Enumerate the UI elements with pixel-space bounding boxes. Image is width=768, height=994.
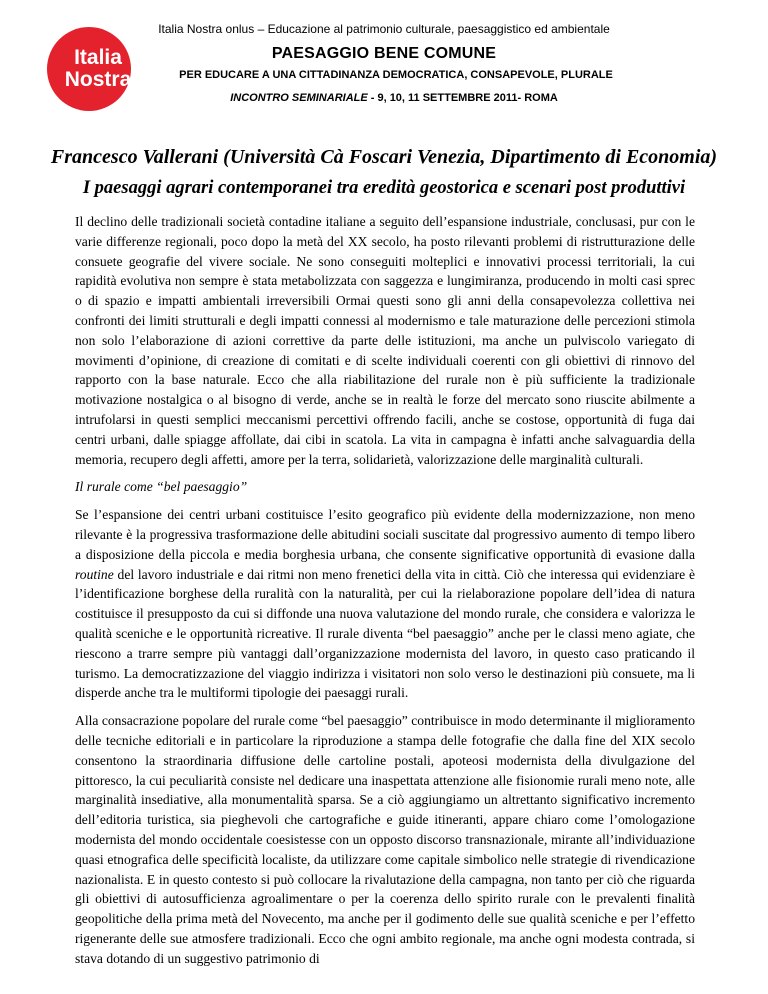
logo-line-2: Nostra: [64, 68, 132, 91]
header-title: PAESAGGIO BENE COMUNE: [271, 45, 497, 62]
meeting-label: INCONTRO SEMINARIALE: [230, 92, 368, 104]
article-author: Francesco Vallerani (Università Cà Foscari Venezia, Dipartimento di Economia): [50, 146, 718, 168]
header-subtitle: PER EDUCARE A UNA CITTADINANZA DEMOCRATICA, CONSAPEVOLE, PLURALE: [179, 69, 613, 81]
paragraph-2-part-a: Se l’espansione dei centri urbani costituisce l’esito geografico più evidente della modernizzazione, non meno rilevante è la progressiva trasformazione delle abitudini sociali suscitate dal progressivo aumento di tempo libero a disposizione della piccola e media borghesia urbana, che consente significative opportunità di evasione dalla: [75, 507, 695, 562]
header-meeting: [10, 92, 768, 104]
paragraph-3: Alla consacrazione popolare del rurale come “bel paesaggio” contribuisce in modo determinante il miglioramento delle tecniche editoriali e in particolare la riproduzione a stampa delle fotografie che dalla fine del XIX secolo consentono la straordinaria diffusione delle cartoline postali, apoteosi modernista della divulgazione del pittoresco, la cui peculiarità consiste nel dedicare una inaspettata attenzione alle fisionomie rurali meno note, alle marginalità insediative, alla monumentalità sparsa. Se a ciò aggiungiamo un altrettanto significativo incremento dell’editoria turistica, sia pieghevoli che cartografiche e guide itineranti, appare chiaro come l’omologazione modernista del mondo occidentale coesistesse con un opposto discorso transnazionale, mirante all’individuazione quasi etnografica delle specificità localiste, da utilizzare come capitale simbolico nelle strategie di rivendicazione nazionalista. E in questo contesto si può collocare la rivalutazione della campagna, non tanto per ciò che riguarda gli obiettivi di autosufficienza agroalimentare o per la coerenza dello spirito rurale con le prevalenti finalità geopolitiche della prima metà del Novecento, ma anche per il godimento delle sue qualità sceniche e per l’effetto rigenerante delle sue atmosfere tradizionali. Ecco che ogni ambito regionale, ma anche ogni modesta contrada, si stava dotando di un suggestivo patrimonio di: [75, 713, 695, 966]
meeting-dates: - 9, 10, 11 SETTEMBRE 2011- ROMA: [367, 92, 558, 104]
logo-line-1: Italia: [74, 46, 122, 69]
article-body: [75, 212, 695, 976]
paragraph-2: [75, 505, 695, 703]
header-org-line: Italia Nostra onlus – Educazione al patrimonio culturale, paesaggistico ed ambientale: [158, 22, 610, 36]
paragraph-2-part-b: del lavoro industriale e dai ritmi non meno frenetici della vita in città. Ciò che interessa qui evidenziare è l’identificazione borghese della ruralità con la naturalità, per cui la rielaborazione popolare dell’idea di natura costituisce il presupposto da cui si diffonde una nuova valutazione del mondo rurale, che considera e valorizza le qualità sceniche e le opportunità ricreative. Il rurale diventa “bel paesaggio” anche per le classi meno agiate, che riescono a trarre sempre più vantaggi dall’organizzazione modernista del lavoro, in questo caso praticando il turismo. La democratizzazione del viaggio indirizza i visitatori non solo verso le destinazioni più consuete, ma li disperde anche tra le multiformi tipologie dei paesaggi rurali.: [75, 566, 695, 701]
article-title: I paesaggi agrari contemporanei tra eredità geostorica e scenari post produttivi: [82, 178, 686, 198]
paragraph-1: Il declino delle tradizionali società contadine italiane a seguito dell’espansione industriale, conclusasi, pur con le varie differenze regionali, poco dopo la metà del XX secolo, ha posto rilevanti problemi di ristrutturazione delle consuete geografie del vivere sociale. Ne sono conseguiti molteplici e innovativi processi territoriali, la cui rapidità evolutiva non sempre è stata metabolizzata con saggezza e lungimiranza, producendo in molti casi sprec o di spazio e impatti ambientali irreversibili Ormai questi sono gli anni della consapevolezza collettiva nei confronti dei limiti strutturali e degli impatti connessi al modernismo e tale maturazione delle percezioni stimola non solo l’elaborazione di azioni correttive da parte delle istituzioni, ma anche un pulviscolo variegato di movimenti d’opinione, di creazione di comitati e di scelte individuali coerenti con gli obiettivi di rinnovo del rapporto con la base naturale. Ecco che alla riabilitazione del rurale non è più sufficiente la tradizionale motivazione nostalgica o al bisogno di verde, anche se in realtà le forze del mercato sono riuscite abilmente a intrufolarsi in questi semplici meccanismi percettivi offrendo facili, anche se costose, opportunità di fuga dai centri urbani, dalle spiagge affollate, dai cibi in scatola. La vita in campagna è infatti anche salvaguardia della memoria, recupero degli affetti, amore per la terra, solidarietà, valorizzazione delle marginalità culturali.: [75, 214, 695, 467]
section-subheading: Il rurale come “bel paesaggio”: [75, 479, 248, 495]
paragraph-2-italic: routine: [75, 566, 114, 582]
